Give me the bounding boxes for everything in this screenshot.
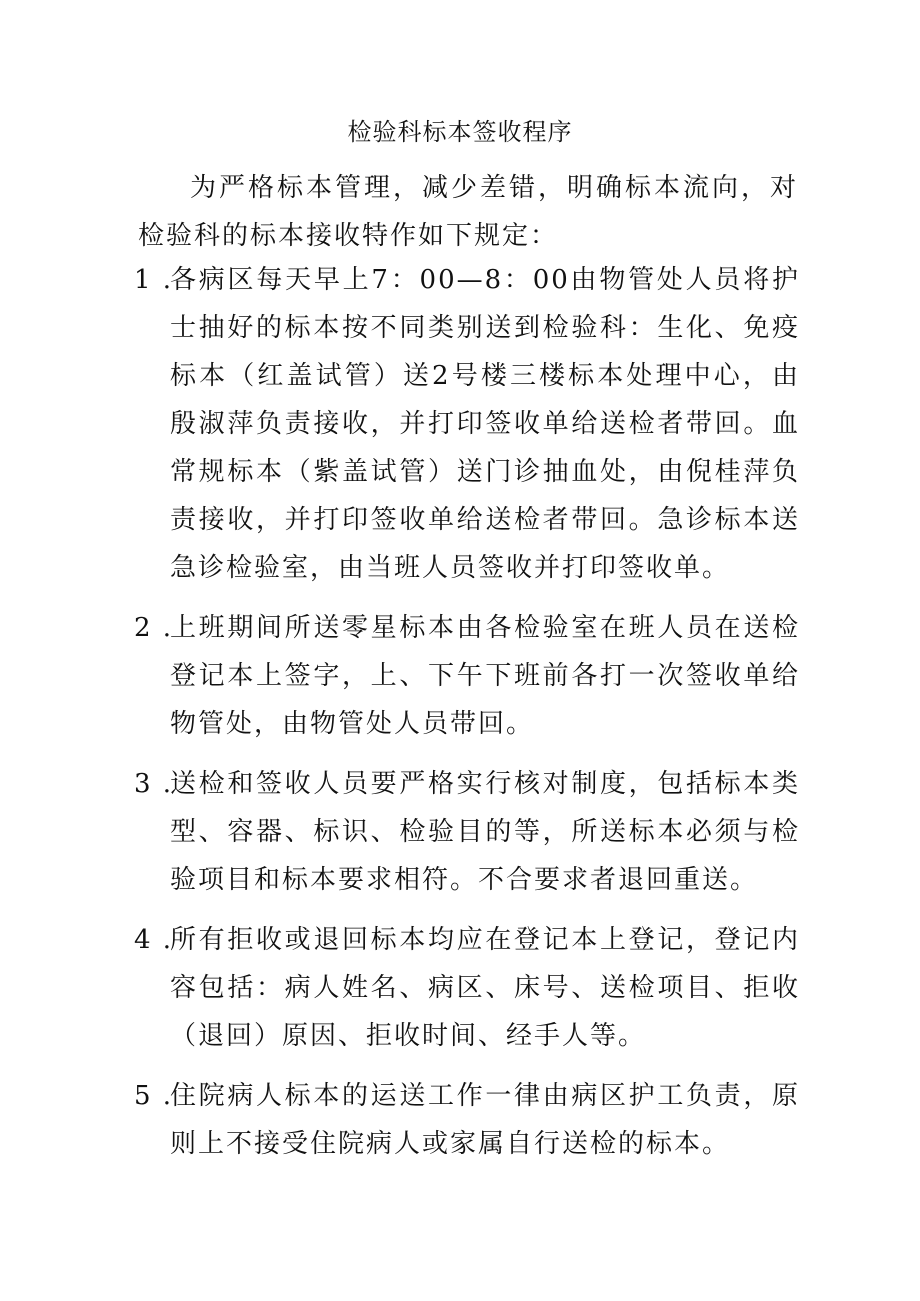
item-number: 5 . [134,1081,174,1111]
list-item [134,916,800,1060]
item-text: 各病区每天早上7：00—8：00由物管处人员将护士抽好的标本按不同类别送到检验科：生化、免疫标本（红盖试管）送2号楼三楼标本处理中心，由殷淑萍负责接收，并打印签收单给送检者带回。血常规标本（紫盖试管）送门诊抽血处，由倪桂萍负责接收，并打印签收单给送检者带回。急诊标本送急诊检验室，由当班人员签收并打印签收单。 [170,265,800,583]
item-number: 1 . [134,265,174,295]
list-item [134,256,800,592]
item-number: 4 . [134,925,174,955]
item-text: 送检和签收人员要严格实行核对制度，包括标本类型、容器、标识、检验目的等，所送标本必须与检验项目和标本要求相符。不合要求者退回重送。 [170,769,800,895]
list-item [134,604,800,748]
item-number: 2 . [134,613,174,643]
rules-list [134,256,800,1180]
list-item [134,1072,800,1168]
document-title: 检验科标本签收程序 [347,118,573,146]
item-text: 所有拒收或退回标本均应在登记本上登记，登记内容包括：病人姓名、病区、床号、送检项目、拒收（退回）原因、拒收时间、经手人等。 [170,925,800,1051]
item-number: 3 . [134,769,174,799]
list-item [134,760,800,904]
intro-paragraph: 为严格标本管理，减少差错，明确标本流向，对检验科的标本接收特作如下规定： [138,173,798,251]
item-text: 上班期间所送零星标本由各检验室在班人员在送检登记本上签字，上、下午下班前各打一次签收单给物管处，由物管处人员带回。 [170,613,800,739]
item-text: 住院病人标本的运送工作一律由病区护工负责，原则上不接受住院病人或家属自行送检的标本。 [170,1081,800,1159]
